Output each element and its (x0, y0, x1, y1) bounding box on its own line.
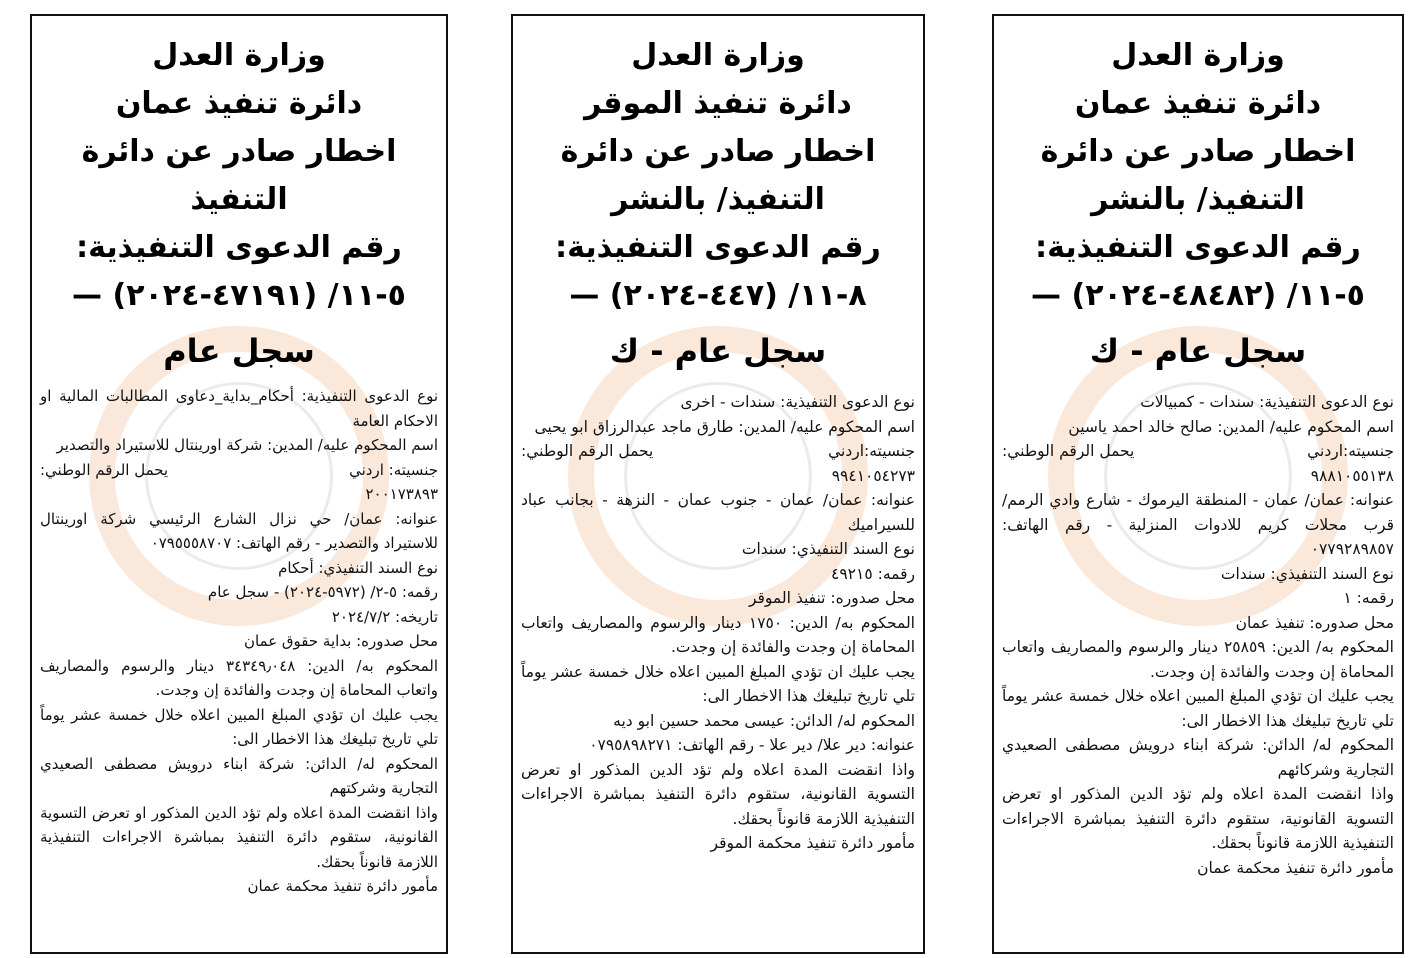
signature: مأمور دائرة تنفيذ محكمة عمان (247, 877, 438, 895)
record-type: سجل عام (163, 332, 315, 370)
notice-header (513, 32, 923, 380)
nationality: جنسيته: اردني (349, 460, 438, 479)
judgment-amount: المحكوم به/ الدين: ٢٥٨٥٩ دينار والرسوم والمصاريف واتعاب المحاماة إن وجدت والفائدة إن وجدت. (1002, 638, 1394, 681)
issue-place: محل صدوره: تنفيذ الموقر (748, 589, 915, 607)
nationality-row (1002, 439, 1394, 464)
national-id: ٩٩٤١٠٥٤٢٧٣ (831, 466, 915, 485)
record-type: سجل عام - ك (609, 332, 827, 370)
notice-amman-47191 (30, 14, 448, 954)
nationality: جنسيته:اردني (1307, 442, 1394, 460)
notice-title-line2: التنفيذ/ بالنشر (611, 182, 825, 217)
judgment-amount: المحكوم به/ الدين: ٣٤٣٤٩٫٠٤٨ دينار والرسوم والمصاريف واتعاب المحاماة إن وجدت والفائدة إن وجدت. (40, 656, 438, 699)
case-type: نوع الدعوى التنفيذية: أحكام_بداية_دعاوى المطالبات المالية او الاحكام العامة (40, 387, 438, 430)
department-title: دائرة تنفيذ عمان (1074, 86, 1322, 121)
ministry-title: وزارة العدل (631, 38, 805, 73)
nationality-row (521, 439, 915, 464)
debtor-address: عنوانه: عمان/ عمان - المنطقة اليرموك - شارع وادي الرمم/ قرب محلات كريم للادوات المنزلية - رقم الهاتف: ٠٧٧٩٢٨٩٨٥٧ (1002, 491, 1394, 558)
notice-header (32, 32, 446, 380)
national-id-label: يحمل الرقم الوطني: (40, 460, 169, 479)
creditor: المحكوم له/ الدائن: شركة ابناء درويش مصطفى الصعيدي التجارية وشركائهم (1002, 736, 1394, 779)
warning: واذا انقضت المدة اعلاه ولم تؤد الدين المذكور او تعرض التسوية القانونية، ستقوم دائرة التنفيذ بمباشرة الاجراءات التنفيذية اللازمة قانوناً بحقك. (1002, 785, 1394, 852)
debtor-name: اسم المحكوم عليه/ المدين: طارق ماجد عبدالرزاق ابو يحيى (534, 417, 915, 436)
debtor-address: عنوانه: عمان/ حي نزال الشارع الرئيسي شركة اورينتال للاستيراد والتصدير - رقم الهاتف: ٠٧٩٥٥٥٨٧٠٧ (40, 509, 438, 552)
signature: مأمور دائرة تنفيذ محكمة عمان (1197, 858, 1394, 877)
instrument-number: رقمه: ١ (1343, 589, 1394, 607)
nationality-row (40, 458, 438, 483)
notice-title-line1: اخطار صادر عن دائرة (560, 134, 876, 169)
notice-muwaqqar-447 (511, 14, 925, 954)
department-title: دائرة تنفيذ الموقر (584, 86, 852, 121)
warning: واذا انقضت المدة اعلاه ولم تؤد الدين المذكور او تعرض التسوية القانونية، ستقوم دائرة التنفيذ بمباشرة الاجراءات التنفيذية اللازمة قانوناً بحقك. (40, 803, 438, 871)
judgment-amount: المحكوم به/ الدين: ١٧٥٠ دينار والرسوم والمصاريف واتعاب المحاماة إن وجدت والفائدة إن وجدت. (521, 613, 915, 656)
national-id: ٢٠٠١٧٣٨٩٣ (365, 485, 438, 503)
notice-body (994, 390, 1402, 880)
notice-amman-48482 (992, 14, 1404, 954)
case-number: ٥-١١/ (٤٨٤٨٢-٢٠٢٤) — (1031, 278, 1365, 313)
case-number-label: رقم الدعوى التنفيذية: (555, 230, 881, 265)
case-number: ٥-١١/ (٤٧١٩١-٢٠٢٤) — (72, 278, 406, 313)
record-type: سجل عام - ك (1089, 332, 1307, 370)
issue-place: محل صدوره: تنفيذ عمان (1235, 613, 1394, 632)
case-number-label: رقم الدعوى التنفيذية: (1035, 230, 1361, 265)
creditor: المحكوم له/ الدائن: عيسى محمد حسين ابو ديه (613, 711, 915, 730)
notice-title-line2: التنفيذ/ بالنشر (1091, 182, 1305, 217)
ministry-title: وزارة العدل (152, 38, 326, 73)
case-type: نوع الدعوى التنفيذية: سندات - كمبيالات (1140, 393, 1394, 411)
notice-title-line1: اخطار صادر عن دائرة التنفيذ (81, 134, 397, 217)
national-id: ٩٨٨١٠٥٥١٣٨ (1310, 466, 1394, 485)
national-id-label: يحمل الرقم الوطني: (521, 442, 654, 460)
notice-body (513, 390, 923, 856)
case-number: ٨-١١/ (٤٤٧-٢٠٢٤) — (569, 278, 867, 313)
payment-demand: يجب عليك ان تؤدي المبلغ المبين اعلاه خلال خمسة عشر يوماً تلي تاريخ تبليغك هذا الاخطار الى: (1002, 687, 1394, 730)
notice-title-line1: اخطار صادر عن دائرة (1040, 134, 1356, 169)
nationality: جنسيته:اردني (828, 442, 915, 460)
department-title: دائرة تنفيذ عمان (115, 86, 363, 121)
payment-demand: يجب عليك ان تؤدي المبلغ المبين اعلاه خلال خمسة عشر يوماً تلي تاريخ تبليغك هذا الاخطار الى: (521, 662, 915, 705)
signature: مأمور دائرة تنفيذ محكمة الموقر (710, 834, 915, 852)
ministry-title: وزارة العدل (1111, 38, 1285, 73)
debtor-name: اسم المحكوم عليه/ المدين: شركة اورينتال للاستيراد والتصدير (56, 436, 438, 454)
instrument-type: نوع السند التنفيذي: سندات (741, 540, 915, 558)
case-number-label: رقم الدعوى التنفيذية: (76, 230, 402, 265)
notice-body (32, 384, 446, 899)
instrument-number: رقمه: ٤٩٢١٥ (831, 564, 915, 583)
issue-place: محل صدوره: بداية حقوق عمان (243, 632, 438, 650)
case-type: نوع الدعوى التنفيذية: سندات - اخرى (680, 393, 915, 411)
notice-header (994, 32, 1402, 380)
debtor-name: اسم المحكوم عليه/ المدين: صالح خالد احمد ياسين (1068, 417, 1394, 436)
instrument-date: تاريخه: ٢٠٢٤/٧/٢ (331, 607, 438, 626)
debtor-address: عنوانه: عمان/ عمان - جنوب عمان - النزهة - بجانب عباد للسيراميك (521, 491, 915, 534)
creditor-address: عنوانه: دير علا/ دير علا - رقم الهاتف: ٠٧٩٥٨٩٨٢٧١ (589, 736, 915, 754)
instrument-type: نوع السند التنفيذي: أحكام (278, 558, 438, 577)
payment-demand: يجب عليك ان تؤدي المبلغ المبين اعلاه خلال خمسة عشر يوماً تلي تاريخ تبليغك هذا الاخطار الى: (40, 705, 438, 748)
instrument-type: نوع السند التنفيذي: سندات (1220, 564, 1394, 583)
creditor: المحكوم له/ الدائن: شركة ابناء درويش مصطفى الصعيدي التجارية وشركتهم (40, 754, 438, 797)
national-id-label: يحمل الرقم الوطني: (1002, 442, 1135, 460)
instrument-number: رقمه: ٥-٢/ (٥٩٧٢-٢٠٢٤) - سجل عام (207, 583, 438, 601)
warning: واذا انقضت المدة اعلاه ولم تؤد الدين المذكور او تعرض التسوية القانونية، ستقوم دائرة التنفيذ بمباشرة الاجراءات التنفيذية اللازمة قانوناً بحقك. (521, 760, 915, 828)
